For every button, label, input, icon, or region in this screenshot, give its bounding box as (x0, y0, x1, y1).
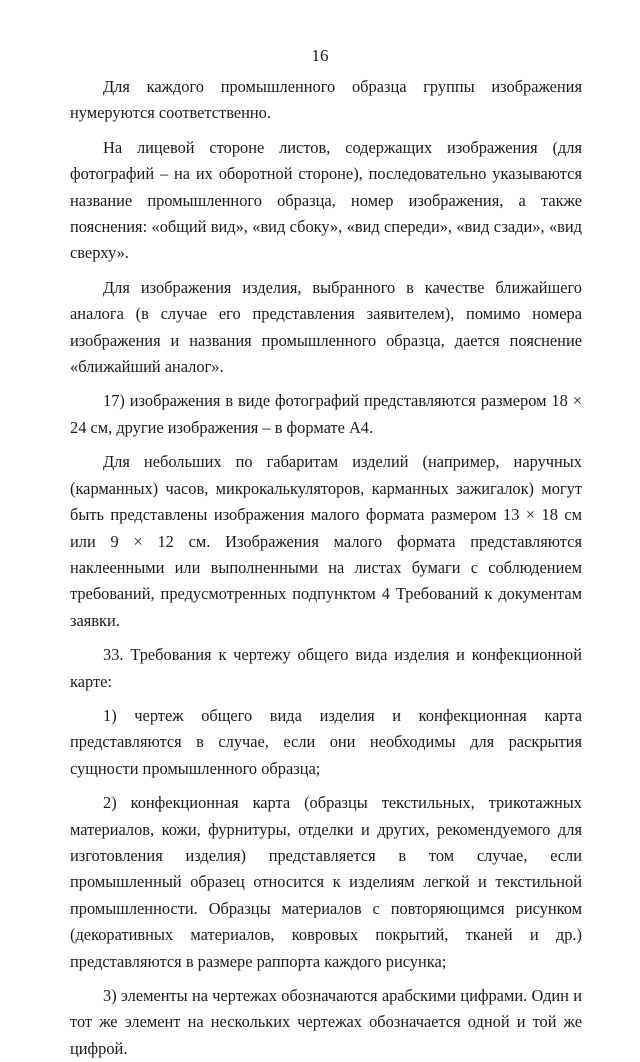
paragraph: 3) элементы на чертежах обозначаются арабскими цифрами. Один и тот же элемент на нескольких чертежах обозначается одной и той же цифрой. (70, 986, 582, 1058)
paragraph: Для изображения изделия, выбранного в качестве ближайшего аналога (в случае его представления заявителем), помимо номера изображения и названия промышленного образца, дается пояснение «ближайший аналог». (70, 277, 582, 377)
page-number: 16 (311, 46, 329, 65)
paragraph: 33. Требования к чертежу общего вида изделия и конфекционной карте: (70, 645, 582, 691)
paragraph: 1) чертеж общего вида изделия и конфекционная карта представляются в случае, если они необходимы для раскрытия сущности промышленного образца; (70, 705, 582, 778)
paragraph: Для каждого промышленного образца группы изображения нумеруются соответственно. (70, 77, 582, 123)
paragraph: 17) изображения в виде фотографий представляются размером 18 × 24 см, другие изображения – в формате А4. (70, 391, 582, 437)
paragraph: На лицевой стороне листов, содержащих изображения (для фотографий – на их оборотной стороне), последовательно указываются название промышленного образца, номер изображения, а также пояснения: «общий вид», «вид сбоку», «вид спереди», «вид сзади», «вид сверху». (70, 137, 582, 263)
paragraph: Для небольших по габаритам изделий (например, наручных (карманных) часов, микрокалькуляторов, карманных зажигалок) могут быть представлены изображения малого формата размером 13 × 18 см или 9 × 12 см. Изображения малого формата представляются наклеенными или выполненными на листах бумаги с соблюдением требований, предусмотренных подпунктом 4 Требований к документам заявки. (70, 452, 582, 630)
document-body (70, 74, 582, 1062)
paragraph: 2) конфекционная карта (образцы текстильных, трикотажных материалов, кожи, фурнитуры, отделки и других, рекомендуемого для изготовления изделия) представляется в том случае, если промышленный образец относится к изделиям легкой и текстильной промышленности. Образцы материалов с повторяющимся рисунком (декоративных материалов, ковровых покрытий, тканей и др.) представляются в размере раппорта каждого рисунка; (70, 793, 582, 971)
